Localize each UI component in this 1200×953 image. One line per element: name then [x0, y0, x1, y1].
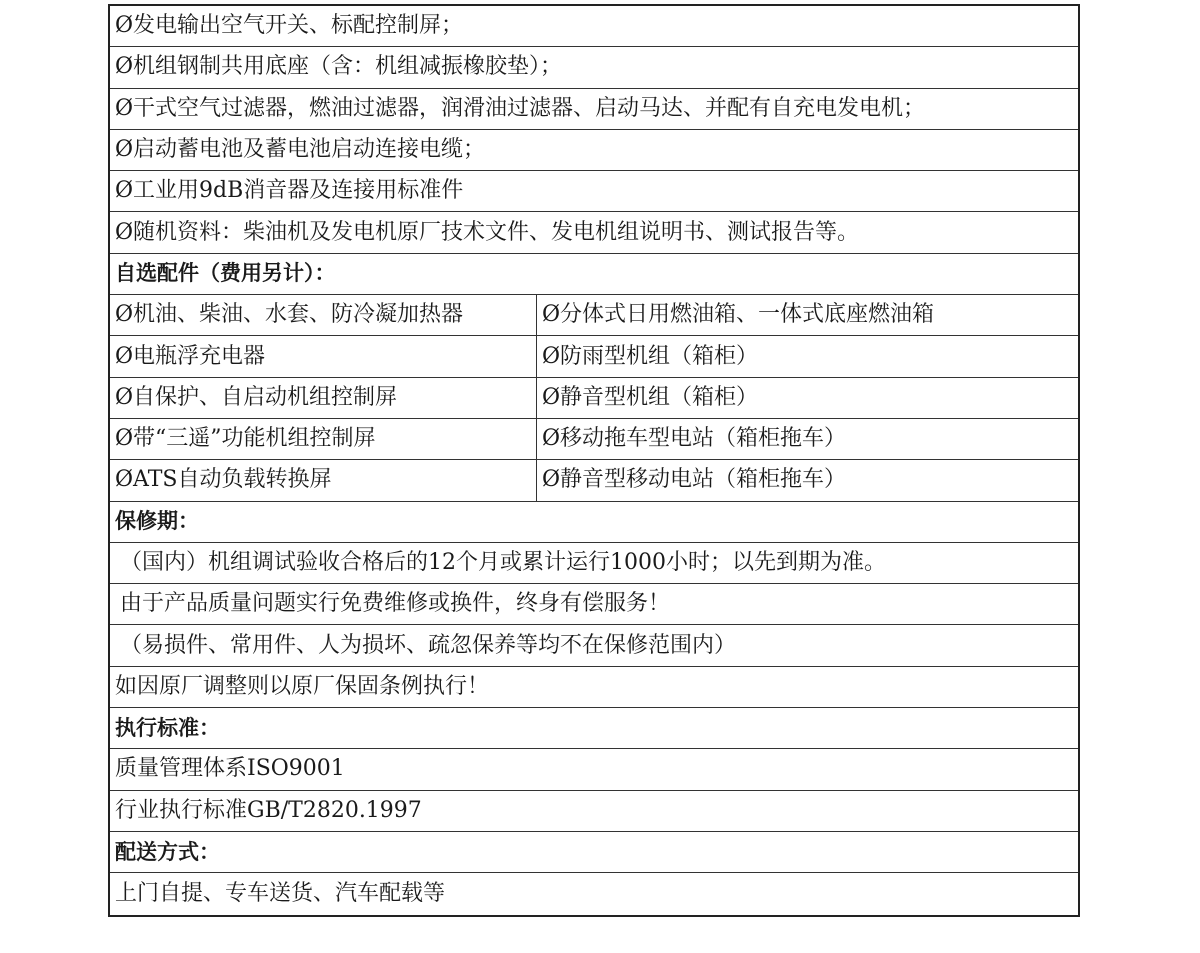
optional-item-row: [110, 295, 1078, 336]
standard-item-row: [110, 6, 1078, 47]
standard-item-row: [110, 212, 1078, 253]
optional-item-right: Ø防雨型机组（箱柜）: [542, 343, 759, 369]
warranty-item-row: [110, 667, 1078, 708]
standard-item: Ø干式空气过滤器，燃油过滤器，润滑油过滤器、启动马达、并配有自充电发电机；: [115, 95, 926, 121]
standard-item: Ø工业用9dB消音器及连接用标准件: [115, 178, 464, 204]
optional-item-row: [110, 336, 1078, 377]
standard-item-row: [110, 47, 1078, 88]
warranty-item-row: [110, 625, 1078, 666]
standard-item: Ø发电输出空气开关、标配控制屏；: [115, 13, 464, 39]
optional-header: 自选配件（费用另计）：: [115, 261, 336, 286]
optional-item-right: Ø静音型移动电站（箱柜拖车）: [542, 467, 847, 493]
standard-item-row: [110, 171, 1078, 212]
optional-item-right: Ø移动拖车型电站（箱柜拖车）: [542, 426, 847, 452]
standards-header: 执行标准：: [115, 715, 220, 740]
delivery-row: [110, 873, 1078, 914]
warranty-header: 保修期：: [115, 509, 199, 534]
optional-item-row: [110, 460, 1078, 501]
warranty-item: （易损件、常用件、人为损坏、疏忽保养等均不在保修范围内）: [120, 632, 737, 658]
warranty-item-row: [110, 543, 1078, 584]
optional-item-left: ØATS自动负载转换屏: [110, 460, 537, 500]
delivery-header-row: [110, 832, 1078, 873]
delivery-header: 配送方式：: [115, 839, 220, 864]
warranty-header-row: [110, 502, 1078, 543]
standard-text: 质量管理体系ISO9001: [115, 756, 345, 782]
warranty-item-row: [110, 584, 1078, 625]
optional-item-right: Ø静音型机组（箱柜）: [542, 384, 759, 410]
standard-row: [110, 749, 1078, 790]
standard-item: Ø随机资料：柴油机及发电机原厂技术文件、发电机组说明书、测试报告等。: [115, 219, 860, 245]
spec-table: [108, 4, 1080, 917]
standards-header-row: [110, 708, 1078, 749]
optional-item-left: Ø机油、柴油、水套、防冷凝加热器: [110, 295, 537, 335]
standard-text: 行业执行标准GB/T2820.1997: [115, 797, 422, 823]
standard-row: [110, 791, 1078, 832]
optional-item-left: Ø带“三遥”功能机组控制屏: [110, 419, 537, 459]
standard-item: Ø启动蓄电池及蓄电池启动连接电缆；: [115, 137, 486, 163]
warranty-item: 如因原厂调整则以原厂保固条例执行！: [115, 673, 490, 699]
standard-item-row: [110, 89, 1078, 130]
optional-item-left: Ø自保护、自启动机组控制屏: [110, 378, 537, 418]
delivery-text: 上门自提、专车送货、汽车配载等: [115, 880, 446, 906]
optional-header-row: [110, 254, 1078, 295]
optional-item-row: [110, 378, 1078, 419]
standard-item: Ø机组钢制共用底座（含：机组减振橡胶垫）；: [115, 54, 563, 80]
warranty-item: 由于产品质量问题实行免费维修或换件，终身有偿服务！: [120, 591, 671, 617]
warranty-item: （国内）机组调试验收合格后的12个月或累计运行1000小时；以先到期为准。: [120, 550, 886, 575]
optional-item-row: [110, 419, 1078, 460]
optional-item-right: Ø分体式日用燃油箱、一体式底座燃油箱: [542, 302, 935, 328]
optional-item-left: Ø电瓶浮充电器: [110, 336, 537, 376]
standard-item-row: [110, 130, 1078, 171]
